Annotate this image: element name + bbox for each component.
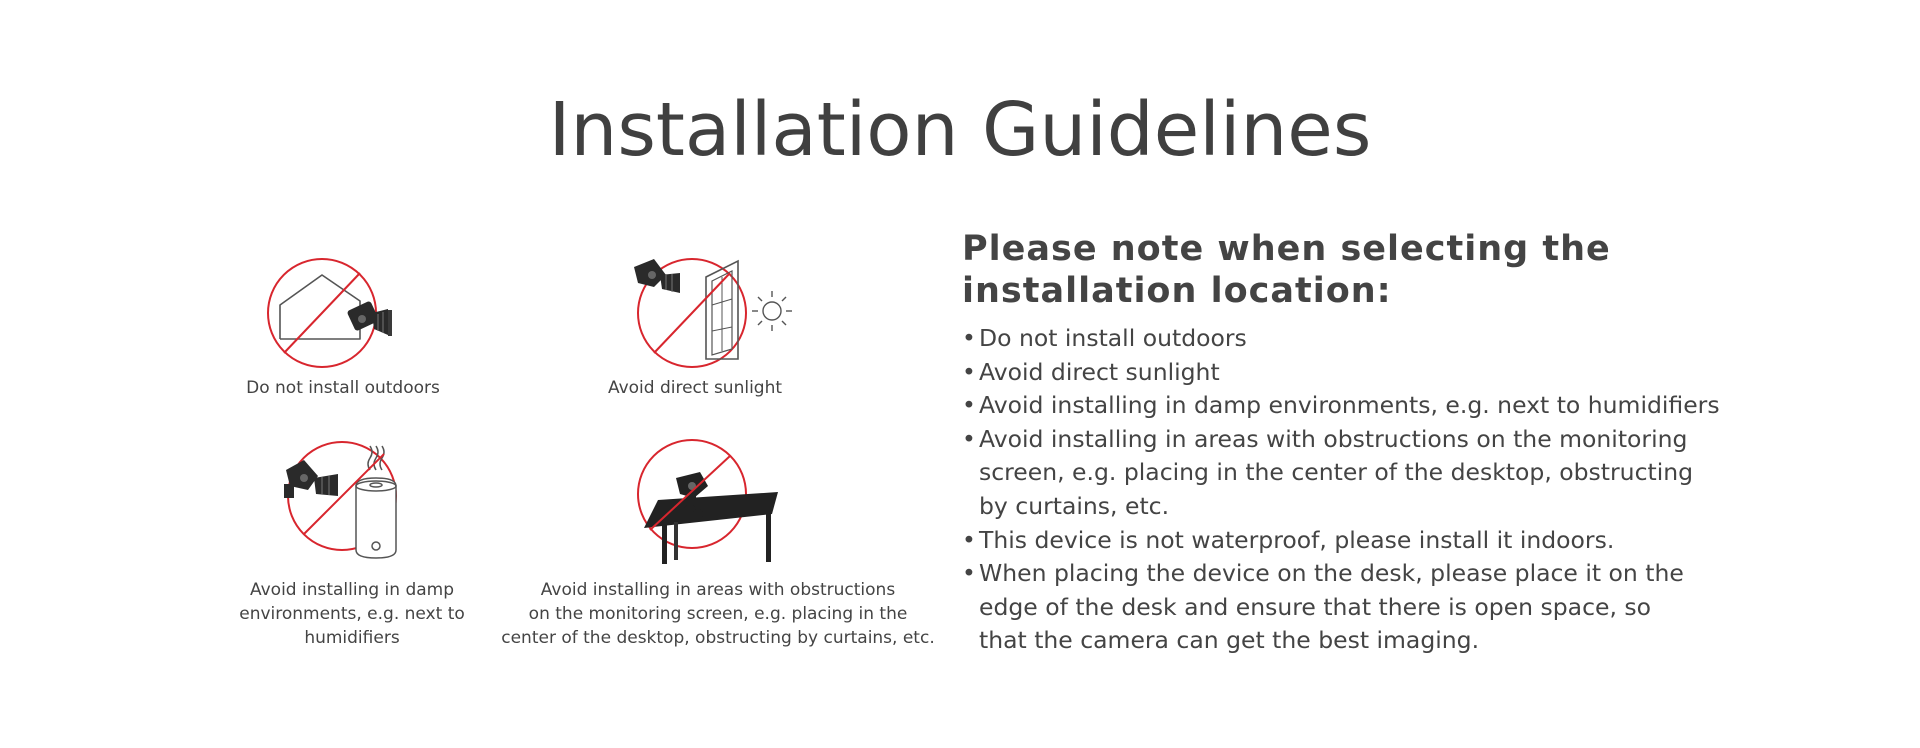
list-item <box>962 423 1722 524</box>
list-item-text: that the camera can get the best imaging. <box>979 626 1480 655</box>
caption-damp: Avoid installing in damp environments, e.g. next to humidifiers <box>239 580 465 648</box>
bullet-dot: • <box>962 324 976 352</box>
notes-list <box>962 322 1722 658</box>
bullet-dot: • <box>962 391 976 420</box>
list-item <box>962 356 1722 390</box>
list-item-text: by curtains, etc. <box>979 491 1170 520</box>
camera-icon <box>634 259 680 293</box>
notes-heading: Please note when selecting the installation location: <box>962 229 1611 311</box>
list-item-text: edge of the desk and ensure that there is open space, so <box>979 592 1652 621</box>
no-sunlight-icon <box>630 253 810 373</box>
list-item <box>962 322 1722 356</box>
installation-notes <box>962 228 1722 658</box>
caption-sunlight: Avoid direct sunlight <box>607 378 783 398</box>
bullet-dot: • <box>962 424 976 453</box>
camera-icon <box>284 460 338 498</box>
desk-icon <box>644 492 778 564</box>
bullet-dot: • <box>962 525 976 554</box>
bullet-dot: • <box>962 357 976 386</box>
window-icon <box>706 261 738 359</box>
list-item <box>962 389 1722 423</box>
list-item-text: This device is not waterproof, please install it indoors. <box>979 525 1615 554</box>
list-item <box>962 524 1722 558</box>
sun-icon <box>752 291 792 331</box>
page-title: Installation Guidelines <box>548 87 1372 173</box>
no-humidifier-icon <box>282 438 422 568</box>
list-item-text: screen, e.g. placing in the center of the desktop, obstructing <box>979 458 1694 487</box>
list-item-text: When placing the device on the desk, please place it on the <box>979 559 1684 588</box>
list-item <box>962 557 1722 658</box>
no-obstruction-icon <box>632 438 782 568</box>
caption-outdoors: Do not install outdoors <box>246 378 440 398</box>
camera-icon <box>347 301 392 336</box>
list-item-text: Avoid installing in areas with obstructions on the monitoring <box>979 424 1688 453</box>
bullet-dot: • <box>962 559 976 588</box>
caption-obstructions: Avoid installing in areas with obstructions on the monitoring screen, e.g. placing in the center of the desktop, obstructing by curtains, etc. <box>501 580 935 648</box>
list-item-text: Do not install outdoors <box>979 324 1247 352</box>
no-outdoor-icon <box>262 253 422 373</box>
list-item-text: Avoid direct sunlight <box>979 357 1220 386</box>
list-item-text: Avoid installing in damp environments, e.g. next to humidifiers <box>979 391 1720 420</box>
